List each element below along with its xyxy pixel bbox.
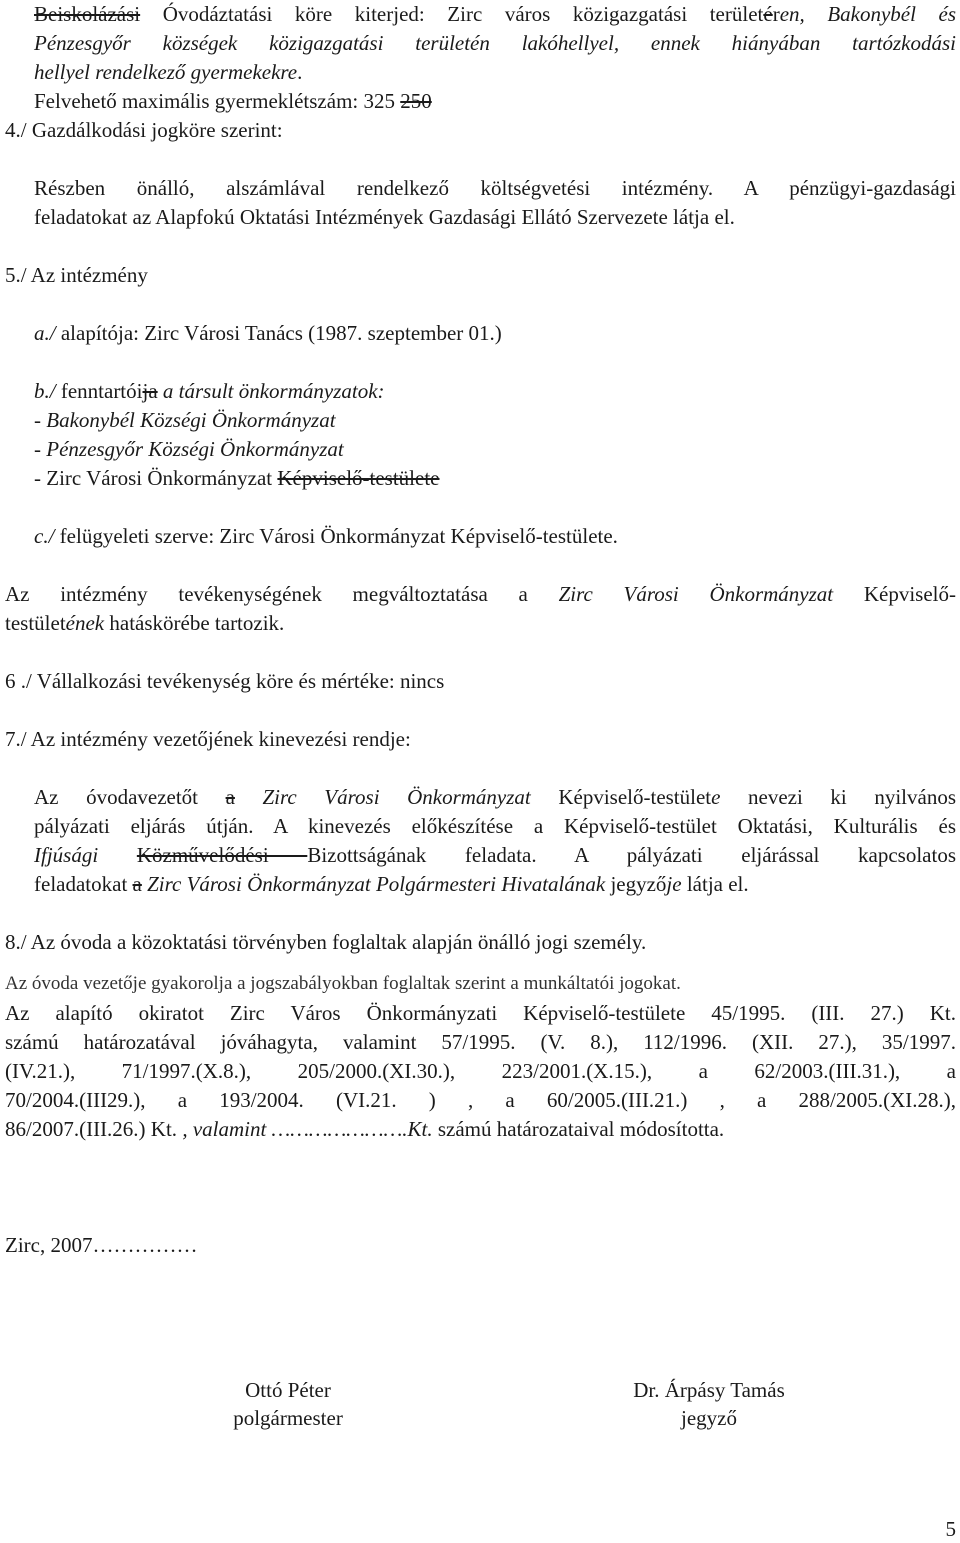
maintainer-list-item: - Pénzesgyőr Községi Önkormányzat (34, 437, 344, 461)
max-children-line: Felvehető maximális gyermeklétszám: 325 250 (34, 89, 432, 113)
signature-block-mayor (158, 1376, 418, 1432)
activity-change-line-1: Az intézmény tevékenységének megváltoztatása a Zirc Városi Önkormányzat Képviselő- (5, 582, 956, 606)
section-6-line: 6 ./ Vállalkozási tevékenység köre és mértéke: nincs (5, 669, 445, 693)
signer-name: Ottó Péter (245, 1378, 331, 1402)
enrollment-paragraph-line-3: hellyel rendelkező gyermekekre. (34, 60, 303, 84)
section-7-text-line-4: feladatokat a Zirc Városi Önkormányzat Polgármesteri Hivatalának jegyzője látja el. (34, 872, 749, 896)
amendment-line: (IV.21.), 71/1997.(X.8.), 205/2000.(XI.30.), 223/2001.(X.15.), a 62/2003.(III.31.), a (5, 1059, 956, 1083)
section-4-text-line-2: feladatokat az Alapfokú Oktatási Intézmények Gazdasági Ellátó Szervezete látja el. (34, 205, 735, 229)
section-5a-founder: a./ alapítója: Zirc Városi Tanács (1987. szeptember 01.) (34, 321, 502, 345)
amendment-line: 70/2004.(III29.), a 193/2004. (VI.21. ) , a 60/2005.(III.21.) , a 288/2005.(XI.28.), (5, 1088, 956, 1112)
amendment-line: számú határozatával jóváhagyta, valamint 57/1995. (V. 8.), 112/1996. (XII. 27.), 35/1997. (5, 1030, 956, 1054)
section-5b-maintainers: b./ fenntartóija a társult önkormányzatok: (34, 379, 385, 403)
section-8-line: 8./ Az óvoda a közoktatási törvényben foglaltak alapján önálló jogi személy. (5, 930, 647, 954)
place-date: Zirc, 2007…………… (5, 1233, 198, 1257)
section-4-heading: 4./ Gazdálkodási jogköre szerint: (5, 118, 283, 142)
section-4-text-line-1: Részben önálló, alszámlával rendelkező költségvetési intézmény. A pénzügyi-gazdasági (34, 176, 956, 200)
amendment-line-last: 86/2007.(III.26.) Kt. , valamint ………………….Kt. számú határozataival módosította. (5, 1117, 725, 1141)
amendment-line: Az alapító okiratot Zirc Város Önkormányzati Képviselő-testülete 45/1995. (III. 27.) Kt. (5, 1001, 956, 1025)
section-7-text-line-1: Az óvodavezetőt a Zirc Városi Önkormányzat Képviselő-testülete nevezi ki nyilvános (34, 785, 956, 809)
activity-change-line-2: testületének hatáskörébe tartozik. (5, 611, 285, 635)
section-5c-supervisor: c./ felügyeleti szerve: Zirc Városi Önkormányzat Képviselő-testülete. (34, 524, 618, 548)
section-7-text-line-2: pályázati eljárás útján. A kinevezés előkészítése a Képviselő-testület Oktatási, Kulturális és (34, 814, 956, 838)
signer-title: jegyző (681, 1406, 737, 1430)
section-7-text-line-3: Ifjúsági Közművelődési Bizottságának feladata. A pályázati eljárással kapcsolatos (34, 843, 957, 867)
section-7-heading: 7./ Az intézmény vezetőjének kinevezési rendje: (5, 727, 411, 751)
maintainer-list-item: - Zirc Városi Önkormányzat Képviselő-testülete (34, 466, 440, 490)
director-employer-rights: Az óvoda vezetője gyakorolja a jogszabályokban foglaltak szerint a munkáltatói jogokat. (5, 973, 681, 994)
section-5-heading: 5./ Az intézmény (5, 263, 148, 287)
maintainer-list-item: - Bakonybél Községi Önkormányzat (34, 408, 336, 432)
enrollment-paragraph-line-1: Beiskolázási Óvodáztatási köre kiterjed: Zirc város közigazgatási területéren, Bakonybél és (34, 2, 956, 26)
page-number: 5 (945, 1517, 956, 1541)
signer-name: Dr. Árpásy Tamás (633, 1378, 785, 1402)
deleted-text: Beiskolázási (34, 2, 141, 26)
signature-block-notary (579, 1376, 839, 1432)
enrollment-paragraph-line-2: Pénzesgyőr községek közigazgatási területén lakóhellyel, ennek hiányában tartózkodási (34, 31, 956, 55)
signer-title: polgármester (233, 1406, 343, 1430)
